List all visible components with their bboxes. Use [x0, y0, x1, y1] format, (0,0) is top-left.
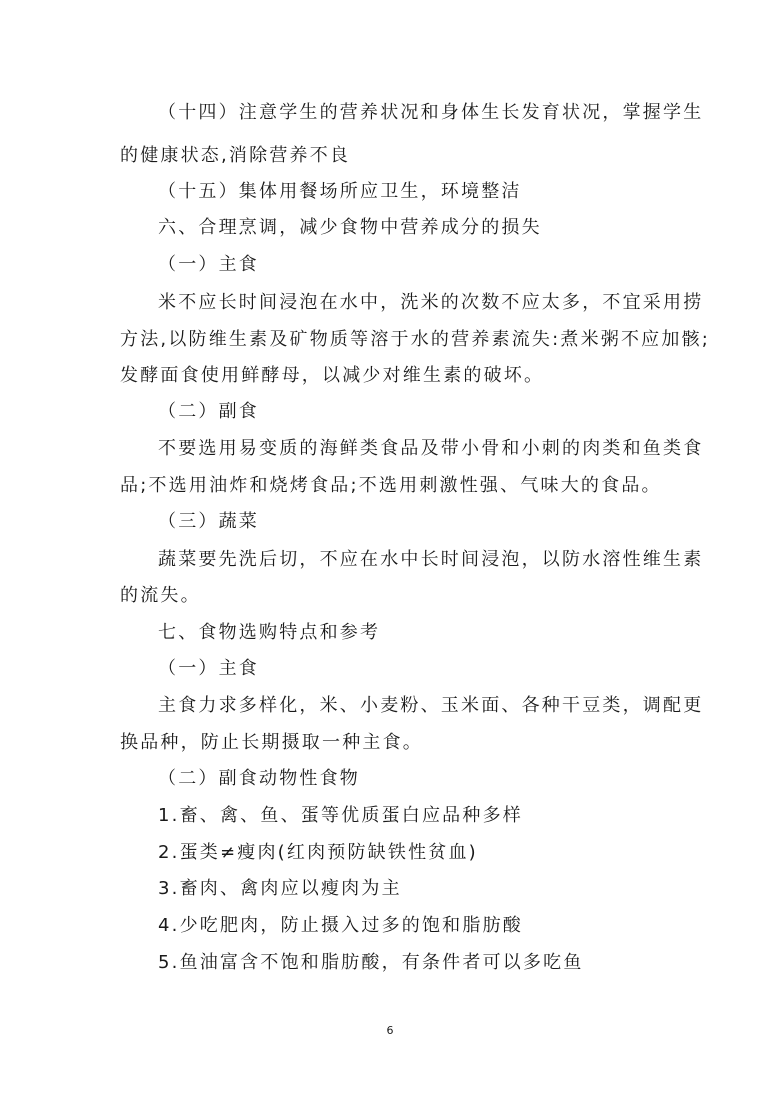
- list-item-5: 5.鱼油富含不饱和脂肪酸，有条件者可以多吃鱼: [158, 952, 584, 973]
- page-number: 6: [386, 1024, 394, 1037]
- list-item-2: 2.蛋类≠瘦肉(红肉预防缺铁性贫血): [158, 842, 478, 863]
- paragraph-staple-variety-line-2: 换品种，防止长期摄取一种主食。: [120, 732, 423, 753]
- paragraph-item-15: （十五）集体用餐场所应卫生，环境整洁: [158, 181, 522, 202]
- list-item-1: 1.畜、禽、鱼、蛋等优质蛋白应品种多样: [158, 805, 523, 826]
- paragraph-rice-line-1: 米不应长时间浸泡在水中，洗米的次数不应太多，不宜采用捞: [158, 292, 704, 313]
- list-item-4: 4.少吃肥肉，防止摄入过多的饱和脂肪酸: [158, 915, 523, 936]
- list-item-3: 3.畜肉、禽肉应以瘦肉为主: [158, 878, 402, 899]
- paragraph-item-14-line-2: 的健康状态,消除营养不良: [120, 145, 351, 166]
- subheading-animal-food: （二）副食动物性食物: [158, 768, 360, 789]
- paragraph-side-food-line-1: 不要选用易变质的海鲜类食品及带小骨和小刺的肉类和鱼类食: [158, 438, 704, 459]
- subheading-staple-food-2: （一）主食: [158, 658, 259, 679]
- paragraph-vegetables-line-2: 的流失。: [120, 585, 201, 606]
- paragraph-rice-line-2: 方法,以防维生素及矿物质等溶于水的营养素流失:煮米粥不应加骸;: [120, 329, 711, 350]
- subheading-side-food: （二）副食: [158, 401, 259, 422]
- paragraph-staple-variety-line-1: 主食力求多样化，米、小麦粉、玉米面、各种干豆类，调配更: [158, 695, 704, 716]
- paragraph-vegetables-line-1: 蔬菜要先洗后切，不应在水中长时间浸泡，以防水溶性维生素: [158, 549, 704, 570]
- section-heading-6: 六、合理烹调，减少食物中营养成分的损失: [158, 217, 542, 238]
- section-heading-7: 七、食物选购特点和参考: [158, 622, 381, 643]
- subheading-vegetables: （三）蔬菜: [158, 511, 259, 532]
- paragraph-side-food-line-2: 品;不选用油炸和烧烤食品;不选用刺激性强、气味大的食品。: [120, 475, 662, 496]
- paragraph-rice-line-3: 发酵面食使用鲜酵母，以减少对维生素的破坏。: [120, 365, 545, 386]
- paragraph-item-14-line-1: （十四）注意学生的营养状况和身体生长发育状况，掌握学生: [158, 102, 704, 123]
- subheading-staple-food: （一）主食: [158, 254, 259, 275]
